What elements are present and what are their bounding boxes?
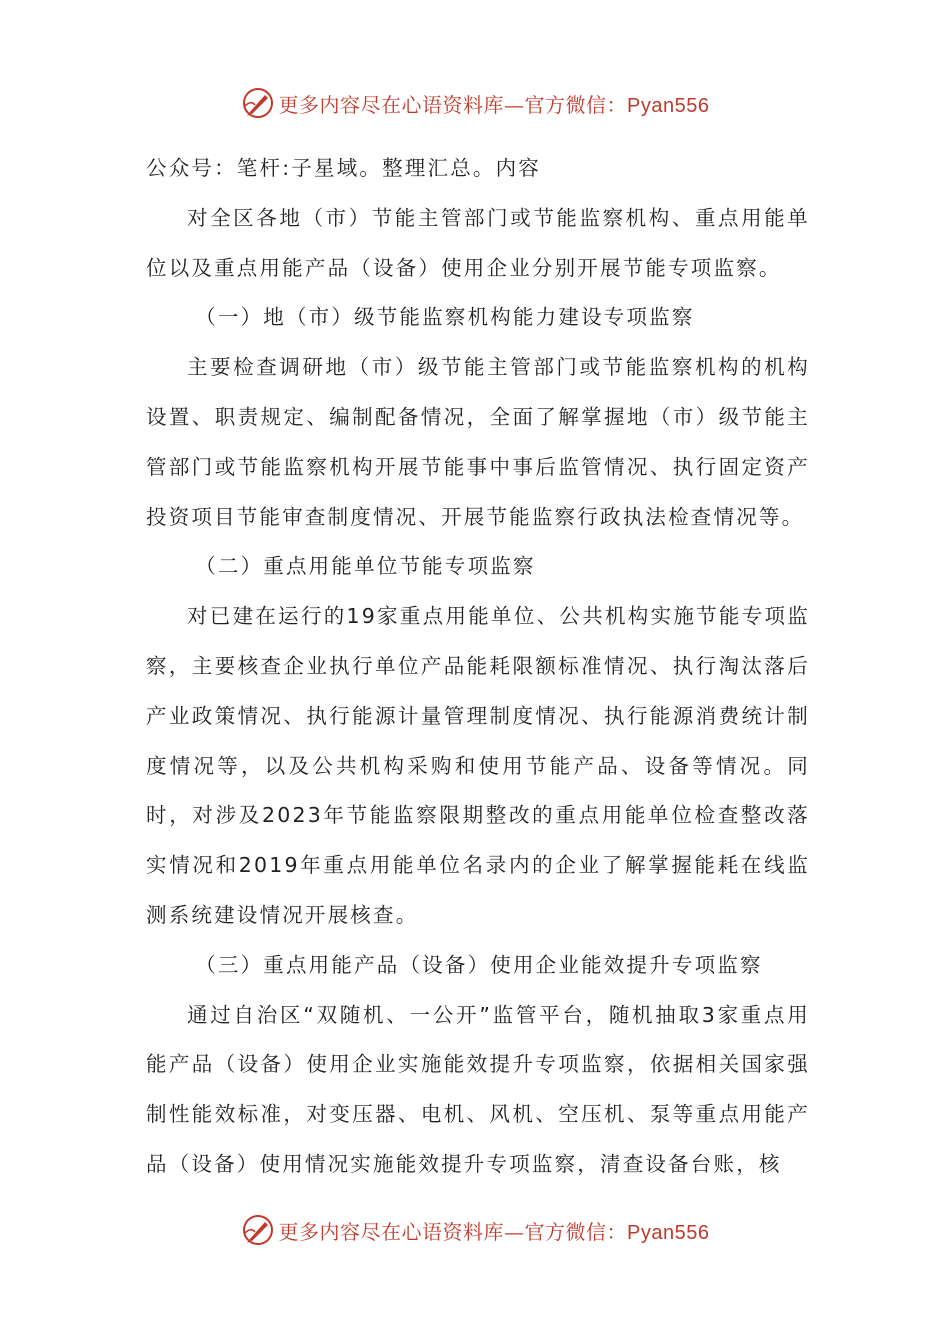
- paragraph-public-account: 公众号：笔杆:子星域。整理汇总。内容: [146, 156, 542, 180]
- footer-banner: [0, 1208, 950, 1252]
- quill-pen-logo-icon: [241, 1213, 275, 1247]
- quill-pen-logo-icon: [241, 86, 275, 120]
- banner-label: 更多内容尽在心语资料库—官方微信：: [278, 92, 628, 117]
- section-heading-2: （二）重点用能单位节能专项监察: [195, 554, 536, 579]
- banner-text: [279, 89, 710, 118]
- header-banner: [0, 81, 950, 125]
- section-heading-3: （三）重点用能产品（设备）使用企业能效提升专项监察: [195, 952, 763, 977]
- paragraph-intro: 对全区各地（市）节能主管部门或节能监察机构、重点用能单位以及重点用能产品（设备）使用企业分别开展节能专项监察。: [146, 205, 810, 280]
- paragraph-section-1: 主要检查调研地（市）级节能主管部门或节能监察机构的机构设置、职责规定、编制配备情况，全面了解掌握地（市）级节能主管部门或节能监察机构开展节能事中事后监管情况、执行固定资产投资项目节能审查制度情况、开展节能监察行政执法检查情况等。: [146, 355, 810, 529]
- wechat-id: Pyan556: [627, 1221, 710, 1244]
- paragraph-section-2: 对已建在运行的19家重点用能单位、公共机构实施节能专项监察，主要核查企业执行单位产品能耗限额标准情况、执行淘汰落后产业政策情况、执行能源计量管理制度情况、执行能源消费统计制度情况等，以及公共机构采购和使用节能产品、设备等情况。同时，对涉及2023年节能监察限期整改的重点用能单位检查整改落实情况和2019年重点用能单位名录内的企业了解掌握能耗在线监测系统建设情况开展核查。: [146, 604, 810, 927]
- section-heading-1: （一）地（市）级节能监察机构能力建设专项监察: [195, 305, 695, 330]
- banner-text: [279, 1216, 710, 1245]
- document-body: [146, 144, 810, 1190]
- banner-label: 更多内容尽在心语资料库—官方微信：: [278, 1219, 628, 1244]
- wechat-id: Pyan556: [627, 94, 710, 117]
- paragraph-section-3: 通过自治区“双随机、一公开”监管平台，随机抽取3家重点用能产品（设备）使用企业实施能效提升专项监察，依据相关国家强制性能效标准，对变压器、电机、风机、空压机、泵等重点用能产品（设备）使用情况实施能效提升专项监察，清查设备台账，核: [146, 1002, 810, 1176]
